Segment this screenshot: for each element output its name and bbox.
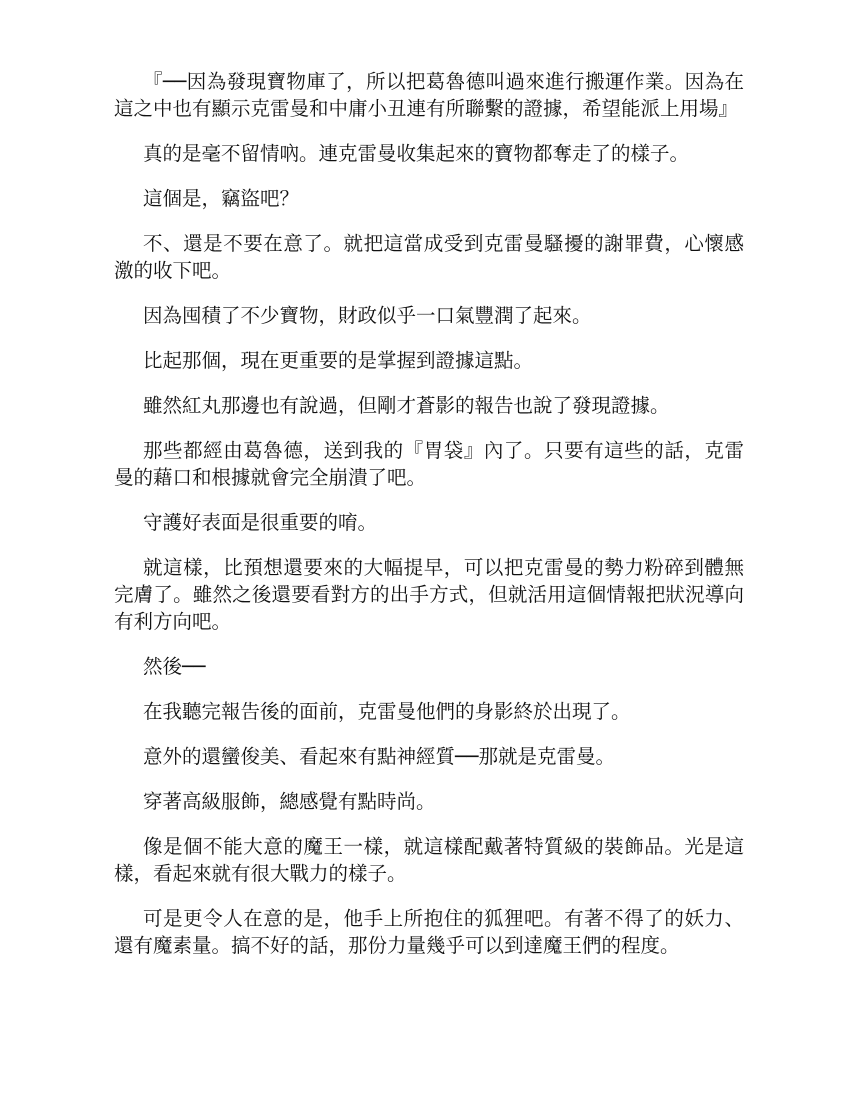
paragraph: 像是個不能大意的魔王一樣，就這樣配戴著特質級的裝飾品。光是這樣，看起來就有很大戰力的樣子。 (114, 835, 744, 885)
paragraph: 然後── (143, 655, 206, 678)
paragraph: 不、還是不要在意了。就把這當成受到克雷曼騷擾的謝罪費，心懷感激的收下吧。 (114, 232, 744, 282)
paragraph: 在我聽完報告後的面前，克雷曼他們的身影終於出現了。 (143, 700, 631, 723)
paragraph: 守護好表面是很重要的唷。 (143, 511, 378, 534)
paragraph: 那些都經由葛魯德，送到我的『胃袋』內了。只要有這些的話，克雷曼的藉口和根據就會完全崩潰了吧。 (114, 439, 744, 489)
paragraph: 雖然紅丸那邊也有說過，但剛才蒼影的報告也說了發現證據。 (143, 394, 670, 417)
paragraph: 真的是毫不留情吶。連克雷曼收集起來的寶物都奪走了的樣子。 (143, 142, 690, 165)
paragraph: 這個是，竊盜吧？ (143, 187, 300, 210)
paragraph: 意外的還蠻俊美、看起來有點神經質──那就是克雷曼。 (143, 745, 615, 768)
document-page (114, 68, 744, 977)
paragraph: 『──因為發現寶物庫了，所以把葛魯德叫過來進行搬運作業。因為在這之中也有顯示克雷曼和中庸小丑連有所聯繫的證據，希望能派上用場』 (114, 70, 744, 120)
paragraph: 穿著高級服飾，總感覺有點時尚。 (143, 790, 436, 813)
paragraph: 可是更令人在意的是，他手上所抱住的狐狸吧。有著不得了的妖力、還有魔素量。搞不好的話，那份力量幾乎可以到達魔王們的程度。 (114, 907, 744, 957)
paragraph: 就這樣，比預想還要來的大幅提早，可以把克雷曼的勢力粉碎到體無完膚了。雖然之後還要看對方的出手方式，但就活用這個情報把狀況導向有利方向吧。 (114, 556, 744, 633)
paragraph: 比起那個，現在更重要的是掌握到證據這點。 (143, 349, 534, 372)
paragraph: 因為囤積了不少寶物，財政似乎一口氣豐潤了起來。 (143, 304, 592, 327)
